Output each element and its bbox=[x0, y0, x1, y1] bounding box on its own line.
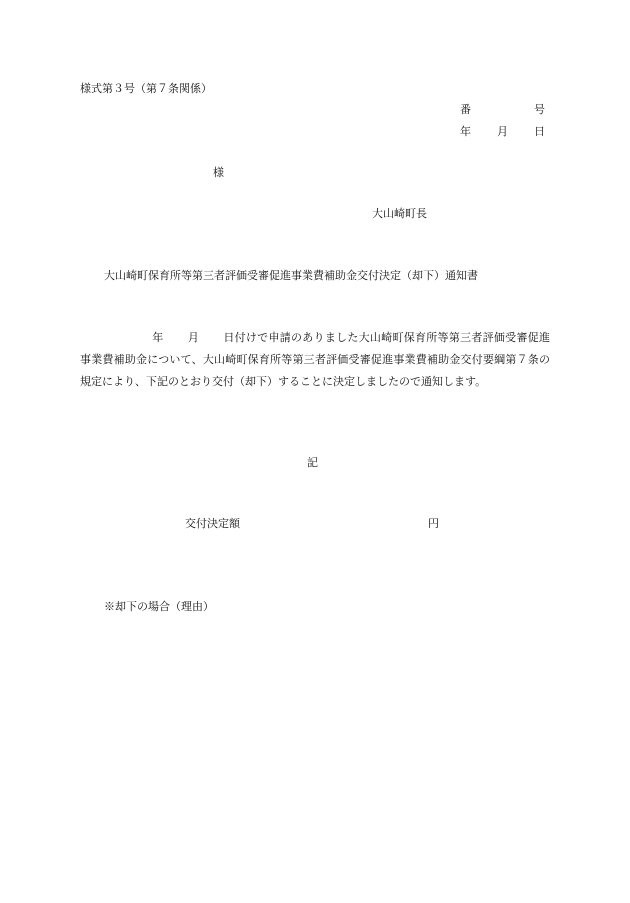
document-title: 大山崎町保育所等第三者評価受審促進事業費補助金交付決定（却下）通知書 bbox=[104, 269, 478, 282]
rejection-note: ※却下の場合（理由） bbox=[104, 600, 214, 613]
ki-heading: 記 bbox=[307, 456, 318, 469]
body-month: 月 bbox=[187, 331, 200, 344]
date-day: 日 bbox=[534, 125, 545, 138]
body-year: 年 bbox=[152, 331, 164, 344]
form-label: 様式第３号（第７条関係） bbox=[80, 82, 212, 95]
date-month: 月 bbox=[497, 125, 508, 138]
issuer-name: 大山崎町長 bbox=[372, 207, 427, 220]
date-year: 年 bbox=[460, 125, 471, 138]
body-paragraph bbox=[80, 327, 550, 393]
number-char: 番 bbox=[460, 103, 471, 116]
body-text: 日付けで申請のありました大山崎町保育所等第三者評価受審促進事業費補助金について、大山崎町保育所等第三者評価受審促進事業費補助金交付要綱第７条の規定により、下記のとおり交付（却下）することに決定しましたので通知します。 bbox=[80, 331, 551, 388]
amount-unit: 円 bbox=[428, 517, 439, 530]
number-suffix: 号 bbox=[534, 103, 545, 116]
amount-label: 交付決定額 bbox=[185, 517, 240, 530]
recipient-suffix: 様 bbox=[213, 166, 224, 179]
